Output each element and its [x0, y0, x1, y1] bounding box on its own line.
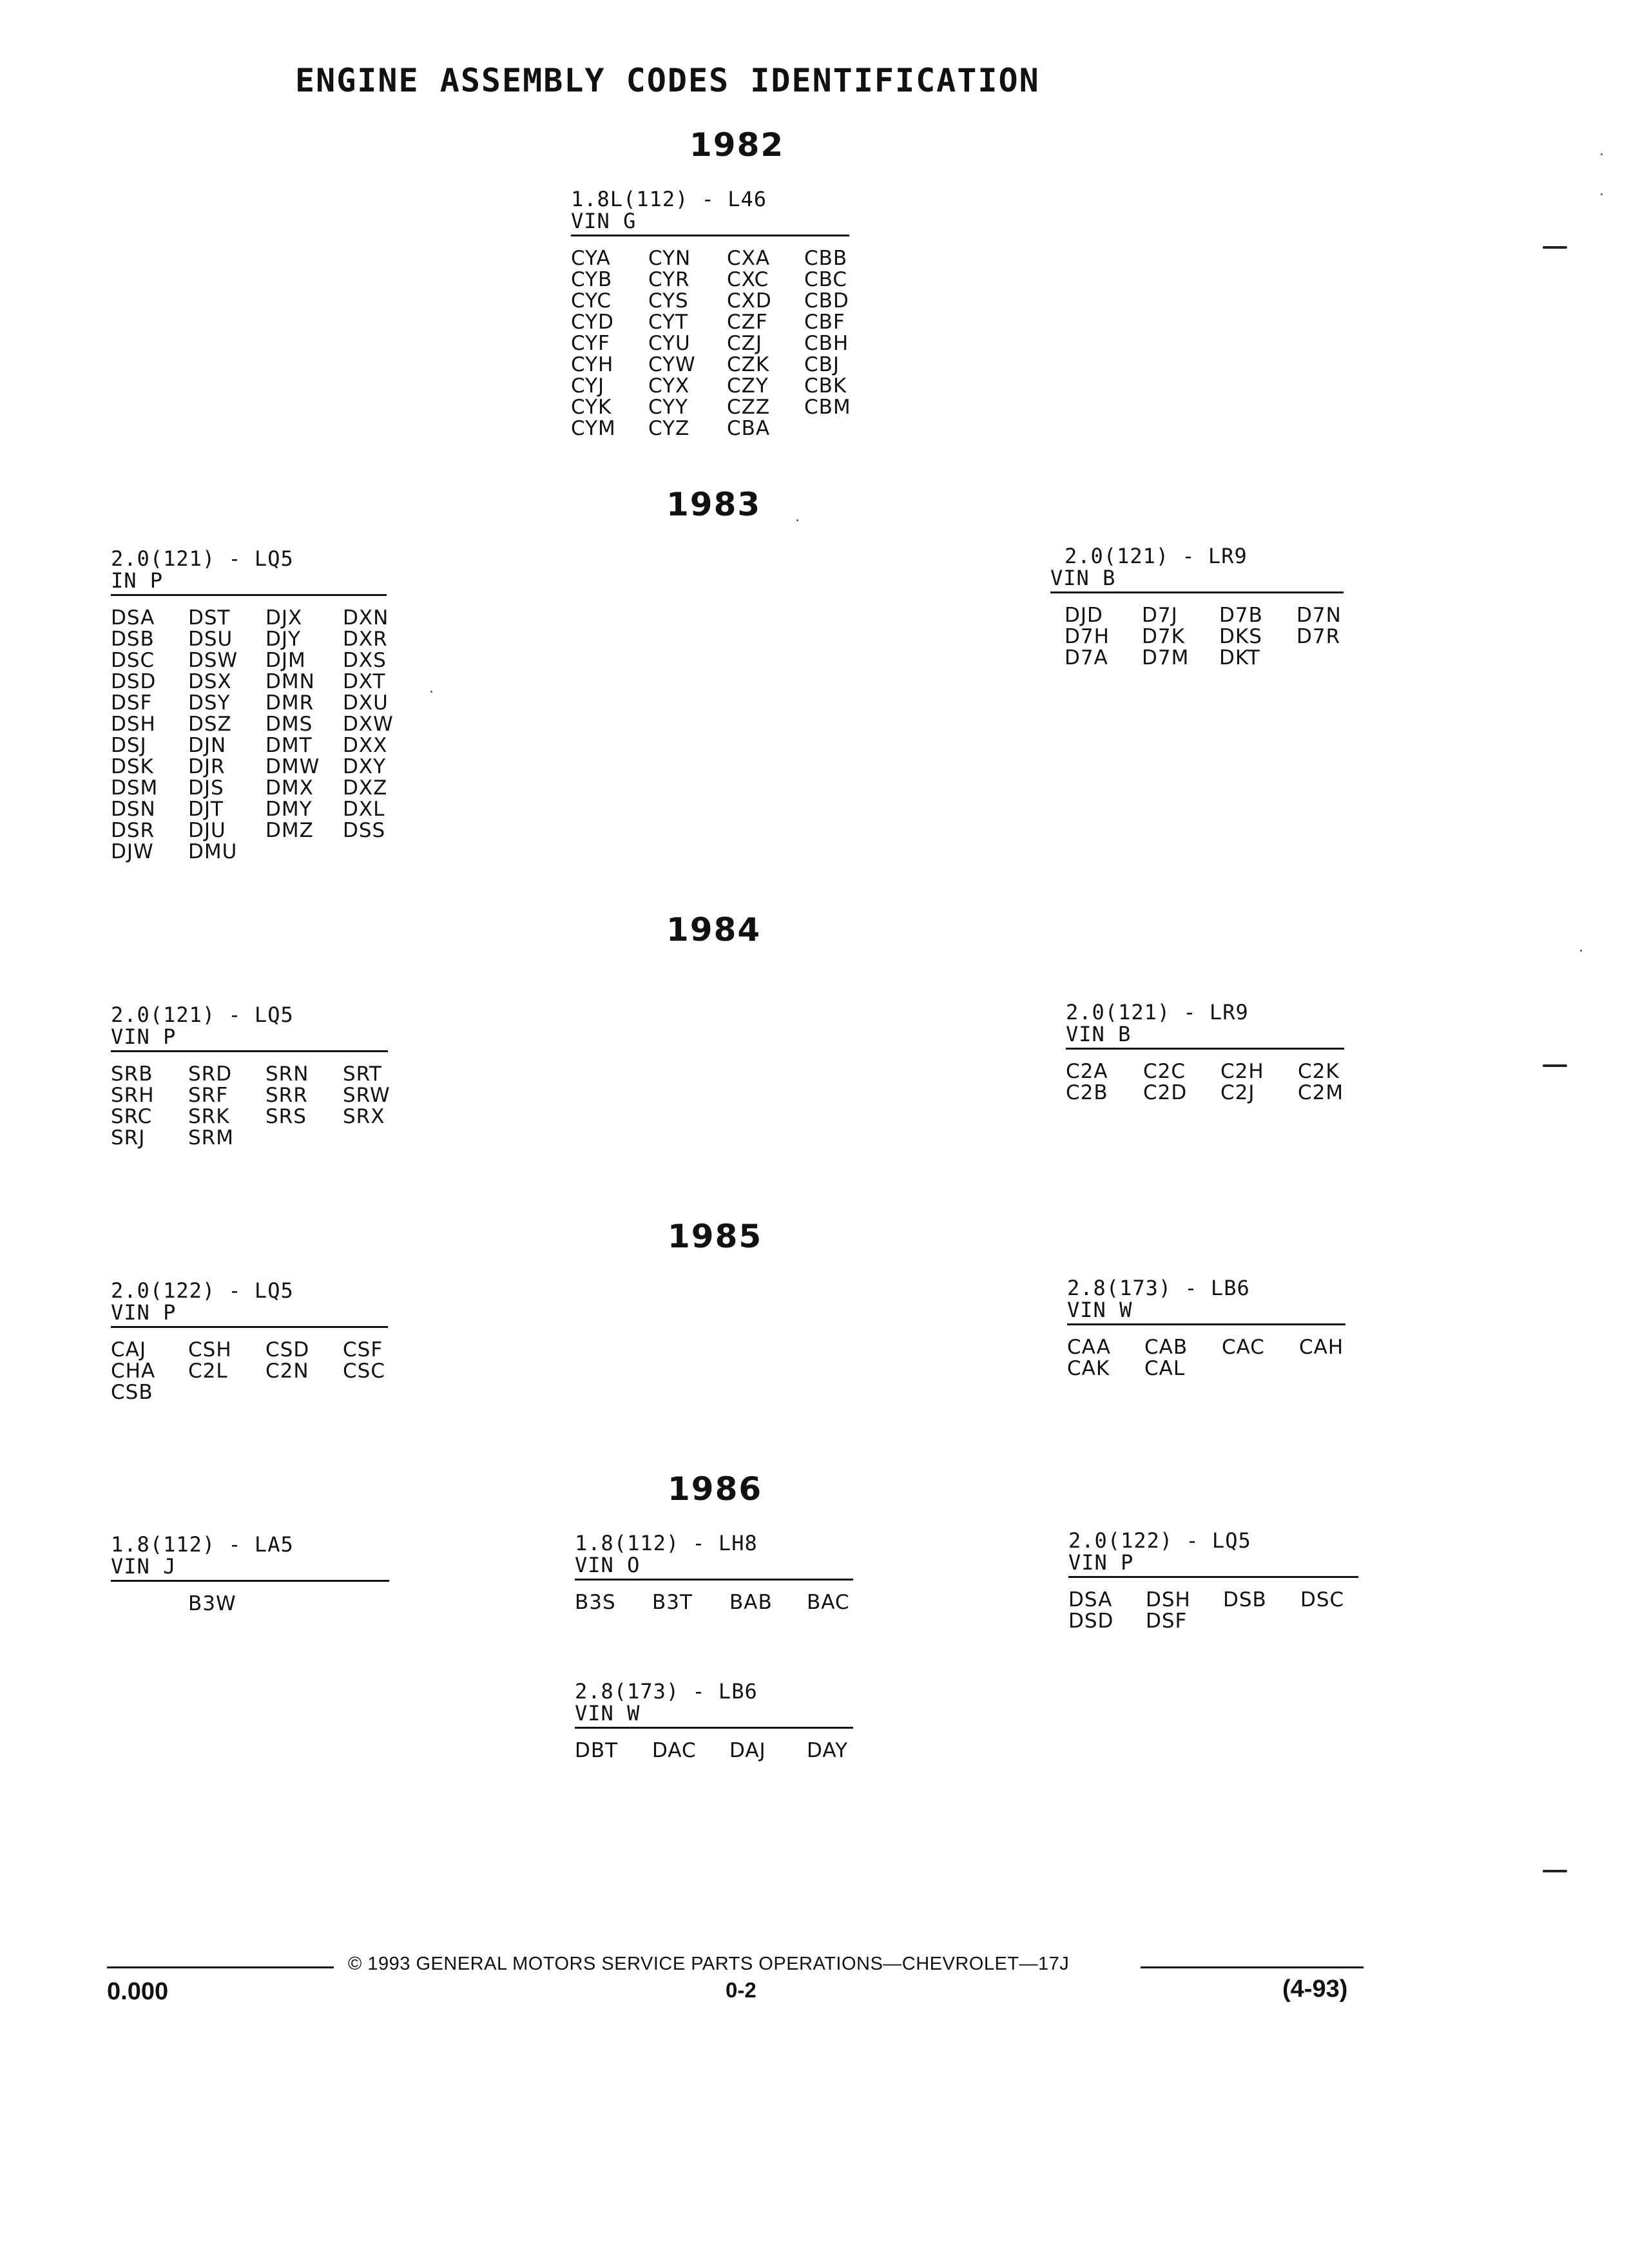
- engine-code: SRN: [265, 1062, 309, 1086]
- scan-speck: [1601, 153, 1603, 155]
- engine-code: DMW: [265, 755, 320, 778]
- code-grid: [575, 1740, 853, 1762]
- engine-code: DSW: [188, 649, 238, 672]
- engine-block-1985-lb6: [1067, 1277, 1345, 1379]
- engine-code: DST: [188, 606, 231, 629]
- engine-code: C2L: [188, 1360, 228, 1383]
- engine-code: SRB: [111, 1062, 153, 1086]
- engine-code: DXY: [343, 755, 387, 778]
- footer-rule-left: [107, 1966, 334, 1968]
- engine-code: DSJ: [111, 734, 147, 757]
- engine-code: DMX: [265, 776, 314, 800]
- engine-code: DSF: [1146, 1610, 1188, 1633]
- engine-code: CSH: [188, 1338, 232, 1361]
- engine-code: CYB: [571, 268, 613, 291]
- engine-block-1984-lq5: [111, 1004, 388, 1149]
- engine-code: SRX: [343, 1105, 385, 1128]
- vin-label: VIN B: [1050, 566, 1116, 590]
- engine-code: DJM: [265, 649, 306, 672]
- code-grid: [571, 248, 849, 439]
- engine-block-1983-lq5: [111, 546, 394, 863]
- engine-code: CYC: [571, 289, 612, 312]
- engine-code: CYT: [648, 311, 688, 334]
- engine-code: DSM: [111, 776, 159, 800]
- engine-code: DSC: [111, 649, 155, 672]
- engine-block-1986-la5: [111, 1533, 389, 1615]
- engine-code: DMZ: [265, 819, 314, 842]
- engine-code: CAB: [1144, 1336, 1188, 1359]
- engine-code: DJR: [188, 755, 226, 778]
- engine-code: BAC: [807, 1591, 850, 1614]
- engine-code: SRH: [111, 1084, 155, 1107]
- engine-label: 1.8(112) - LA5: [111, 1532, 294, 1557]
- engine-code: DMS: [265, 713, 313, 736]
- scan-mark: [1543, 246, 1567, 249]
- engine-code: SRJ: [111, 1126, 146, 1149]
- engine-code: DJD: [1065, 604, 1103, 627]
- engine-code: CYF: [571, 332, 610, 355]
- engine-code: CSC: [343, 1360, 385, 1383]
- divider: [111, 1580, 389, 1582]
- engine-code: DSS: [343, 819, 386, 842]
- divider: [111, 594, 387, 596]
- footer-rule-right: [1141, 1966, 1364, 1968]
- engine-code: DBT: [575, 1739, 619, 1762]
- code-grid: [111, 1593, 389, 1615]
- engine-code: DXR: [343, 628, 388, 651]
- engine-code: CYS: [648, 289, 689, 312]
- vin-label: VIN W: [1067, 1298, 1133, 1322]
- revision-date: (4-93): [1282, 1975, 1348, 2003]
- engine-code: D7R: [1296, 625, 1341, 648]
- engine-code: B3W: [188, 1592, 236, 1615]
- engine-code: DKT: [1219, 646, 1260, 669]
- engine-code: SRK: [188, 1105, 230, 1128]
- engine-code: SRF: [188, 1084, 229, 1107]
- engine-code: DJY: [265, 628, 301, 651]
- engine-code: CAC: [1222, 1336, 1265, 1359]
- engine-code: DXN: [343, 606, 389, 629]
- divider: [1068, 1576, 1358, 1578]
- engine-code: DXU: [343, 691, 389, 715]
- engine-code: DXT: [343, 670, 386, 693]
- scan-mark: [1543, 1064, 1567, 1067]
- engine-code: CBF: [804, 311, 845, 334]
- engine-code: DSA: [111, 606, 155, 629]
- divider: [111, 1326, 388, 1328]
- engine-code: CAK: [1067, 1357, 1110, 1380]
- code-grid: [575, 1592, 853, 1613]
- engine-code: CYU: [648, 332, 691, 355]
- engine-code: D7B: [1219, 604, 1263, 627]
- engine-label: 2.0(122) - LQ5: [1068, 1528, 1251, 1553]
- engine-code: D7M: [1142, 646, 1190, 669]
- engine-code: CYZ: [648, 417, 690, 440]
- copyright-notice: © 1993 GENERAL MOTORS SERVICE PARTS OPERATIONS—CHEVROLET—17J: [348, 1954, 1070, 1974]
- engine-code: SRC: [111, 1105, 153, 1128]
- engine-code: CSD: [265, 1338, 310, 1361]
- engine-code: DMN: [265, 670, 315, 693]
- code-grid: [1067, 1337, 1345, 1379]
- engine-code: SRM: [188, 1126, 234, 1149]
- vin-label: VIN P: [111, 1024, 177, 1049]
- engine-code: B3T: [652, 1591, 693, 1614]
- engine-code: DXX: [343, 734, 388, 757]
- engine-code: DSU: [188, 628, 233, 651]
- divider: [1066, 1048, 1344, 1050]
- engine-code: CYN: [648, 247, 691, 270]
- vin-label: VIN P: [1068, 1550, 1134, 1575]
- divider: [1050, 591, 1344, 593]
- scan-speck: [1580, 950, 1582, 952]
- engine-code: DXW: [343, 713, 394, 736]
- vin-label: VIN W: [575, 1701, 641, 1725]
- code-grid: [111, 1340, 388, 1403]
- engine-code: DMT: [265, 734, 313, 757]
- engine-label: 1.8(112) - LH8: [575, 1531, 758, 1555]
- engine-code: CZF: [727, 311, 768, 334]
- engine-code: DAY: [807, 1739, 849, 1762]
- engine-code: CYH: [571, 353, 614, 376]
- engine-code: D7A: [1065, 646, 1108, 669]
- engine-code: CZZ: [727, 396, 771, 419]
- code-grid: [111, 606, 394, 863]
- engine-code: C2D: [1143, 1081, 1188, 1104]
- divider: [571, 235, 849, 236]
- engine-code: DSH: [111, 713, 156, 736]
- engine-code: D7H: [1065, 625, 1110, 648]
- engine-code: CBM: [804, 396, 851, 419]
- engine-label: 2.8(173) - LB6: [1067, 1276, 1250, 1300]
- engine-code: C2A: [1066, 1060, 1108, 1083]
- engine-code: CBJ: [804, 353, 840, 376]
- engine-code: DMR: [265, 691, 314, 715]
- engine-code: DSY: [188, 691, 231, 715]
- engine-block-1986-lq5: [1068, 1530, 1358, 1632]
- engine-code: CYY: [648, 396, 688, 419]
- engine-code: CYK: [571, 396, 612, 419]
- engine-code: SRT: [343, 1062, 382, 1086]
- engine-label: 1.8L(112) - L46: [571, 187, 767, 211]
- engine-code: CZK: [727, 353, 770, 376]
- engine-code: CHA: [111, 1360, 156, 1383]
- divider: [575, 1727, 853, 1729]
- page-number: 0-2: [726, 1978, 757, 2002]
- engine-code: CBB: [804, 247, 848, 270]
- year-heading-1984: 1984: [666, 911, 762, 948]
- engine-code: DJX: [265, 606, 303, 629]
- code-grid: [111, 1064, 388, 1149]
- scan-speck: [1601, 193, 1603, 195]
- engine-code: CAA: [1067, 1336, 1111, 1359]
- engine-code: CXA: [727, 247, 771, 270]
- engine-code: CZY: [727, 374, 769, 398]
- engine-code: [111, 1593, 188, 1615]
- engine-code: CYR: [648, 268, 690, 291]
- engine-code: DJT: [188, 798, 224, 821]
- engine-code: DSK: [111, 755, 154, 778]
- engine-code: DSC: [1300, 1588, 1345, 1611]
- engine-label: 2.0(121) - LQ5: [111, 546, 294, 571]
- engine-label: 2.0(122) - LQ5: [111, 1278, 294, 1303]
- engine-code: CYD: [571, 311, 614, 334]
- scan-speck: [796, 519, 798, 521]
- engine-code: CZJ: [727, 332, 763, 355]
- vin-label: VIN G: [571, 209, 637, 233]
- engine-code: C2J: [1220, 1081, 1255, 1104]
- engine-code: SRD: [188, 1062, 233, 1086]
- year-heading-1982: 1982: [689, 126, 785, 164]
- engine-code: C2M: [1298, 1081, 1344, 1104]
- engine-code: DSH: [1146, 1588, 1191, 1611]
- engine-code: DSF: [111, 691, 153, 715]
- engine-code: DXZ: [343, 776, 388, 800]
- engine-code: C2C: [1143, 1060, 1186, 1083]
- scan-mark: [1543, 1870, 1567, 1872]
- engine-label: 2.0(121) - LQ5: [111, 1003, 294, 1027]
- code-grid: [1066, 1061, 1344, 1104]
- engine-code: CBC: [804, 268, 848, 291]
- engine-code: C2K: [1298, 1060, 1340, 1083]
- engine-code: DSA: [1068, 1588, 1113, 1611]
- engine-code: DJU: [188, 819, 226, 842]
- page-title: ENGINE ASSEMBLY CODES IDENTIFICATION: [295, 62, 1040, 99]
- engine-code: CSF: [343, 1338, 383, 1361]
- engine-code: DAC: [652, 1739, 697, 1762]
- code-grid: [1068, 1590, 1358, 1632]
- engine-code: C2N: [265, 1360, 309, 1383]
- engine-block-1985-lq5: [111, 1280, 388, 1403]
- engine-code: DJS: [188, 776, 224, 800]
- engine-code: DJN: [188, 734, 227, 757]
- engine-code: DSN: [111, 798, 156, 821]
- engine-code: D7J: [1142, 604, 1178, 627]
- engine-code: DKS: [1219, 625, 1262, 648]
- divider: [1067, 1323, 1345, 1325]
- engine-code: CBH: [804, 332, 849, 355]
- engine-code: CBD: [804, 289, 849, 312]
- year-heading-1986: 1986: [668, 1470, 763, 1508]
- engine-block-1986-lb6: [575, 1680, 853, 1762]
- engine-code: CSB: [111, 1381, 153, 1404]
- divider: [111, 1050, 388, 1052]
- divider: [575, 1579, 853, 1581]
- engine-code: SRS: [265, 1105, 307, 1128]
- engine-code: DXS: [343, 649, 387, 672]
- engine-code: DJW: [111, 840, 154, 863]
- engine-code: B3S: [575, 1591, 616, 1614]
- vin-label: VIN P: [111, 1300, 177, 1325]
- engine-code: DAJ: [729, 1739, 766, 1762]
- vin-label: IN P: [111, 568, 164, 593]
- engine-code: C2H: [1220, 1060, 1264, 1083]
- engine-code: CXD: [727, 289, 772, 312]
- engine-code: CBK: [804, 374, 847, 398]
- vin-label: VIN O: [575, 1553, 641, 1577]
- engine-code: DXL: [343, 798, 385, 821]
- engine-code: DSD: [1068, 1610, 1114, 1633]
- engine-block-1986-lh8: [575, 1532, 853, 1613]
- engine-label: 2.0(121) - LR9: [1066, 1000, 1249, 1024]
- engine-block-1984-lr9: [1066, 1001, 1344, 1104]
- engine-code: CYA: [571, 247, 611, 270]
- engine-code: SRW: [343, 1084, 390, 1107]
- engine-code: CYM: [571, 417, 616, 440]
- code-grid: [1050, 605, 1344, 669]
- engine-code: SRR: [265, 1084, 308, 1107]
- engine-code: CAH: [1299, 1336, 1344, 1359]
- vin-label: VIN J: [111, 1554, 177, 1579]
- engine-code: D7K: [1142, 625, 1185, 648]
- engine-code: DSB: [111, 628, 155, 651]
- engine-block-1983-lr9: [1050, 545, 1344, 669]
- engine-code: CAL: [1144, 1357, 1186, 1380]
- engine-code: BAB: [729, 1591, 773, 1614]
- engine-code: CXC: [727, 268, 769, 291]
- engine-code: DSD: [111, 670, 157, 693]
- engine-code: C2B: [1066, 1081, 1108, 1104]
- engine-code: DSX: [188, 670, 232, 693]
- engine-code: DSR: [111, 819, 155, 842]
- vin-label: VIN B: [1066, 1022, 1132, 1046]
- engine-code: CBA: [727, 417, 771, 440]
- engine-code: CYW: [648, 353, 696, 376]
- engine-code: DMU: [188, 840, 238, 863]
- engine-code: D7N: [1296, 604, 1342, 627]
- engine-label: 2.0(121) - LR9: [1065, 544, 1248, 568]
- engine-code: CYJ: [571, 374, 605, 398]
- engine-block-1982-l46: [571, 188, 849, 439]
- year-heading-1983: 1983: [666, 486, 762, 523]
- year-heading-1985: 1985: [668, 1218, 763, 1255]
- engine-code: DSB: [1223, 1588, 1267, 1611]
- engine-code: DMY: [265, 798, 313, 821]
- scan-speck: [430, 691, 432, 693]
- engine-code: CAJ: [111, 1338, 146, 1361]
- section-number: 0.000: [107, 1978, 169, 2005]
- engine-label: 2.8(173) - LB6: [575, 1679, 758, 1704]
- engine-code: CYX: [648, 374, 690, 398]
- engine-code: DSZ: [188, 713, 232, 736]
